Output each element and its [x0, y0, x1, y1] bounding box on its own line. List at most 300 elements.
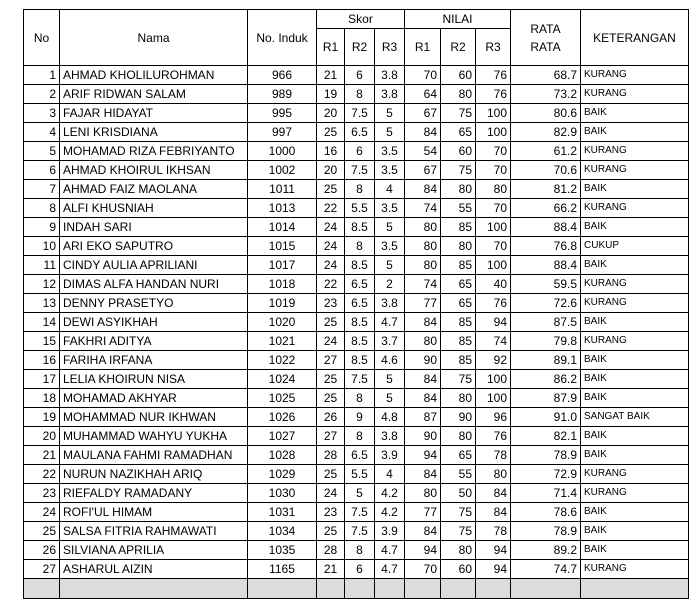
cell-nilai-r2[interactable]: 85: [441, 351, 476, 370]
cell-no-induk[interactable]: 989: [248, 85, 317, 104]
cell-no-induk[interactable]: 1018: [248, 275, 317, 294]
cell-nilai-r1[interactable]: 84: [405, 180, 441, 199]
cell-no[interactable]: 17: [24, 370, 60, 389]
empty-cell[interactable]: [441, 579, 476, 599]
cell-skor-r3[interactable]: 3.8: [375, 66, 405, 85]
cell-nilai-r1[interactable]: 67: [405, 104, 441, 123]
cell-nilai-r1[interactable]: 80: [405, 484, 441, 503]
cell-nilai-r1[interactable]: 77: [405, 294, 441, 313]
cell-nilai-r3[interactable]: 70: [476, 161, 511, 180]
cell-skor-r2[interactable]: 7.5: [345, 522, 375, 541]
cell-nilai-r2[interactable]: 65: [441, 294, 476, 313]
cell-nilai-r2[interactable]: 85: [441, 256, 476, 275]
cell-skor-r1[interactable]: 20: [317, 161, 345, 180]
cell-nilai-r3[interactable]: 76: [476, 427, 511, 446]
cell-skor-r3[interactable]: 4.6: [375, 351, 405, 370]
cell-rata-rata[interactable]: 78.9: [511, 446, 581, 465]
cell-no-induk[interactable]: 1015: [248, 237, 317, 256]
cell-nilai-r1[interactable]: 74: [405, 199, 441, 218]
cell-nilai-r2[interactable]: 80: [441, 389, 476, 408]
cell-nilai-r2[interactable]: 90: [441, 408, 476, 427]
cell-skor-r1[interactable]: 25: [317, 180, 345, 199]
cell-rata-rata[interactable]: 76.8: [511, 237, 581, 256]
cell-nilai-r3[interactable]: 84: [476, 503, 511, 522]
cell-nama[interactable]: LELIA KHOIRUN NISA: [60, 370, 248, 389]
cell-nilai-r1[interactable]: 70: [405, 560, 441, 579]
cell-no[interactable]: 15: [24, 332, 60, 351]
cell-no-induk[interactable]: 1002: [248, 161, 317, 180]
cell-skor-r1[interactable]: 26: [317, 408, 345, 427]
cell-skor-r1[interactable]: 22: [317, 199, 345, 218]
cell-nilai-r1[interactable]: 77: [405, 503, 441, 522]
cell-keterangan[interactable]: KURANG: [581, 161, 689, 180]
cell-skor-r1[interactable]: 24: [317, 218, 345, 237]
cell-keterangan[interactable]: BAIK: [581, 256, 689, 275]
cell-nilai-r2[interactable]: 80: [441, 427, 476, 446]
cell-nilai-r2[interactable]: 80: [441, 180, 476, 199]
cell-no[interactable]: 20: [24, 427, 60, 446]
cell-nilai-r3[interactable]: 100: [476, 256, 511, 275]
cell-no[interactable]: 14: [24, 313, 60, 332]
cell-nama[interactable]: ASHARUL AIZIN: [60, 560, 248, 579]
cell-skor-r1[interactable]: 23: [317, 294, 345, 313]
cell-nilai-r2[interactable]: 55: [441, 465, 476, 484]
cell-nama[interactable]: MOHAMAD AKHYAR: [60, 389, 248, 408]
cell-keterangan[interactable]: BAIK: [581, 522, 689, 541]
cell-nilai-r1[interactable]: 74: [405, 275, 441, 294]
cell-nilai-r1[interactable]: 80: [405, 332, 441, 351]
cell-skor-r2[interactable]: 8.5: [345, 313, 375, 332]
cell-nama[interactable]: MOHAMMAD NUR IKHWAN: [60, 408, 248, 427]
cell-skor-r1[interactable]: 24: [317, 332, 345, 351]
cell-skor-r3[interactable]: 3.9: [375, 446, 405, 465]
cell-no[interactable]: 1: [24, 66, 60, 85]
cell-nilai-r2[interactable]: 80: [441, 541, 476, 560]
cell-no-induk[interactable]: 1165: [248, 560, 317, 579]
cell-nama[interactable]: ROFI'UL HIMAM: [60, 503, 248, 522]
cell-skor-r2[interactable]: 5.5: [345, 465, 375, 484]
cell-rata-rata[interactable]: 74.7: [511, 560, 581, 579]
cell-skor-r3[interactable]: 4.7: [375, 560, 405, 579]
empty-cell[interactable]: [581, 579, 689, 599]
cell-skor-r1[interactable]: 25: [317, 370, 345, 389]
cell-nama[interactable]: AHMAD FAIZ MAOLANA: [60, 180, 248, 199]
cell-no[interactable]: 22: [24, 465, 60, 484]
cell-no-induk[interactable]: 1017: [248, 256, 317, 275]
cell-keterangan[interactable]: BAIK: [581, 370, 689, 389]
cell-nilai-r1[interactable]: 64: [405, 85, 441, 104]
cell-skor-r3[interactable]: 3.5: [375, 142, 405, 161]
cell-nilai-r3[interactable]: 70: [476, 142, 511, 161]
cell-rata-rata[interactable]: 86.2: [511, 370, 581, 389]
empty-cell[interactable]: [60, 579, 248, 599]
cell-skor-r3[interactable]: 3.8: [375, 294, 405, 313]
cell-no-induk[interactable]: 1027: [248, 427, 317, 446]
cell-nilai-r3[interactable]: 78: [476, 446, 511, 465]
cell-skor-r1[interactable]: 25: [317, 522, 345, 541]
cell-keterangan[interactable]: BAIK: [581, 218, 689, 237]
cell-nilai-r3[interactable]: 84: [476, 484, 511, 503]
cell-skor-r1[interactable]: 27: [317, 351, 345, 370]
cell-nilai-r1[interactable]: 84: [405, 465, 441, 484]
cell-no[interactable]: 9: [24, 218, 60, 237]
cell-nilai-r3[interactable]: 100: [476, 123, 511, 142]
cell-no-induk[interactable]: 1029: [248, 465, 317, 484]
cell-rata-rata[interactable]: 82.9: [511, 123, 581, 142]
cell-skor-r1[interactable]: 20: [317, 104, 345, 123]
cell-skor-r3[interactable]: 2: [375, 275, 405, 294]
cell-skor-r2[interactable]: 8: [345, 85, 375, 104]
cell-nama[interactable]: MUHAMMAD WAHYU YUKHA: [60, 427, 248, 446]
cell-no-induk[interactable]: 1022: [248, 351, 317, 370]
cell-skor-r1[interactable]: 28: [317, 541, 345, 560]
cell-nilai-r1[interactable]: 90: [405, 351, 441, 370]
cell-nilai-r3[interactable]: 70: [476, 199, 511, 218]
cell-rata-rata[interactable]: 89.1: [511, 351, 581, 370]
cell-skor-r3[interactable]: 3.5: [375, 161, 405, 180]
cell-skor-r2[interactable]: 6: [345, 142, 375, 161]
cell-skor-r2[interactable]: 6: [345, 66, 375, 85]
cell-no[interactable]: 11: [24, 256, 60, 275]
empty-cell[interactable]: [317, 579, 345, 599]
cell-nama[interactable]: FAJAR HIDAYAT: [60, 104, 248, 123]
cell-nilai-r3[interactable]: 76: [476, 294, 511, 313]
cell-skor-r2[interactable]: 7.5: [345, 503, 375, 522]
cell-nilai-r3[interactable]: 100: [476, 370, 511, 389]
cell-nilai-r3[interactable]: 40: [476, 275, 511, 294]
cell-skor-r3[interactable]: 5: [375, 389, 405, 408]
cell-skor-r2[interactable]: 8.5: [345, 332, 375, 351]
cell-skor-r3[interactable]: 5: [375, 256, 405, 275]
cell-skor-r3[interactable]: 3.8: [375, 85, 405, 104]
cell-skor-r1[interactable]: 23: [317, 503, 345, 522]
cell-no[interactable]: 8: [24, 199, 60, 218]
cell-nama[interactable]: RIEFALDY RAMADANY: [60, 484, 248, 503]
cell-skor-r1[interactable]: 24: [317, 484, 345, 503]
cell-nama[interactable]: ARIF RIDWAN SALAM: [60, 85, 248, 104]
cell-skor-r1[interactable]: 25: [317, 465, 345, 484]
cell-rata-rata[interactable]: 72.6: [511, 294, 581, 313]
cell-rata-rata[interactable]: 91.0: [511, 408, 581, 427]
cell-nilai-r2[interactable]: 50: [441, 484, 476, 503]
cell-skor-r2[interactable]: 7.5: [345, 104, 375, 123]
cell-no-induk[interactable]: 966: [248, 66, 317, 85]
cell-no[interactable]: 5: [24, 142, 60, 161]
cell-nilai-r1[interactable]: 70: [405, 66, 441, 85]
cell-skor-r2[interactable]: 8.5: [345, 218, 375, 237]
cell-nilai-r2[interactable]: 65: [441, 446, 476, 465]
cell-skor-r1[interactable]: 28: [317, 446, 345, 465]
cell-skor-r2[interactable]: 6.5: [345, 275, 375, 294]
cell-keterangan[interactable]: CUKUP: [581, 237, 689, 256]
cell-skor-r1[interactable]: 25: [317, 123, 345, 142]
cell-no-induk[interactable]: 1014: [248, 218, 317, 237]
cell-skor-r3[interactable]: 4.2: [375, 503, 405, 522]
cell-no-induk[interactable]: 1013: [248, 199, 317, 218]
cell-nilai-r2[interactable]: 60: [441, 560, 476, 579]
cell-skor-r2[interactable]: 8: [345, 541, 375, 560]
cell-no[interactable]: 10: [24, 237, 60, 256]
cell-keterangan[interactable]: BAIK: [581, 446, 689, 465]
cell-nilai-r3[interactable]: 76: [476, 66, 511, 85]
cell-no-induk[interactable]: 1019: [248, 294, 317, 313]
cell-no[interactable]: 3: [24, 104, 60, 123]
cell-nilai-r1[interactable]: 90: [405, 427, 441, 446]
cell-nilai-r3[interactable]: 70: [476, 237, 511, 256]
empty-cell[interactable]: [375, 579, 405, 599]
cell-nilai-r2[interactable]: 65: [441, 275, 476, 294]
cell-keterangan[interactable]: KURANG: [581, 85, 689, 104]
cell-skor-r2[interactable]: 7.5: [345, 161, 375, 180]
cell-skor-r3[interactable]: 4.7: [375, 541, 405, 560]
cell-skor-r1[interactable]: 22: [317, 275, 345, 294]
cell-keterangan[interactable]: KURANG: [581, 199, 689, 218]
cell-nilai-r2[interactable]: 75: [441, 161, 476, 180]
cell-nilai-r2[interactable]: 75: [441, 370, 476, 389]
cell-no-induk[interactable]: 1034: [248, 522, 317, 541]
cell-no-induk[interactable]: 1011: [248, 180, 317, 199]
cell-no-induk[interactable]: 1031: [248, 503, 317, 522]
cell-keterangan[interactable]: KURANG: [581, 66, 689, 85]
cell-rata-rata[interactable]: 59.5: [511, 275, 581, 294]
cell-keterangan[interactable]: BAIK: [581, 351, 689, 370]
cell-nilai-r1[interactable]: 80: [405, 218, 441, 237]
cell-keterangan[interactable]: KURANG: [581, 142, 689, 161]
cell-nama[interactable]: ARI EKO SAPUTRO: [60, 237, 248, 256]
cell-skor-r3[interactable]: 4.8: [375, 408, 405, 427]
cell-skor-r3[interactable]: 4.7: [375, 313, 405, 332]
cell-skor-r2[interactable]: 5.5: [345, 199, 375, 218]
cell-rata-rata[interactable]: 88.4: [511, 218, 581, 237]
cell-skor-r1[interactable]: 27: [317, 427, 345, 446]
cell-no[interactable]: 18: [24, 389, 60, 408]
cell-no[interactable]: 13: [24, 294, 60, 313]
cell-keterangan[interactable]: KURANG: [581, 560, 689, 579]
cell-rata-rata[interactable]: 87.9: [511, 389, 581, 408]
cell-keterangan[interactable]: KURANG: [581, 465, 689, 484]
cell-skor-r1[interactable]: 25: [317, 313, 345, 332]
cell-rata-rata[interactable]: 87.5: [511, 313, 581, 332]
cell-keterangan[interactable]: BAIK: [581, 503, 689, 522]
cell-nilai-r2[interactable]: 75: [441, 104, 476, 123]
cell-nama[interactable]: SILVIANA APRILIA: [60, 541, 248, 560]
cell-nama[interactable]: MAULANA FAHMI RAMADHAN: [60, 446, 248, 465]
cell-nilai-r3[interactable]: 94: [476, 313, 511, 332]
cell-skor-r1[interactable]: 21: [317, 66, 345, 85]
cell-rata-rata[interactable]: 70.6: [511, 161, 581, 180]
cell-nama[interactable]: INDAH SARI: [60, 218, 248, 237]
cell-nilai-r1[interactable]: 54: [405, 142, 441, 161]
cell-no-induk[interactable]: 995: [248, 104, 317, 123]
cell-nilai-r1[interactable]: 84: [405, 313, 441, 332]
cell-no[interactable]: 7: [24, 180, 60, 199]
cell-keterangan[interactable]: BAIK: [581, 123, 689, 142]
cell-nilai-r2[interactable]: 75: [441, 503, 476, 522]
cell-no[interactable]: 23: [24, 484, 60, 503]
cell-skor-r3[interactable]: 3.7: [375, 332, 405, 351]
cell-rata-rata[interactable]: 82.1: [511, 427, 581, 446]
cell-rata-rata[interactable]: 68.7: [511, 66, 581, 85]
cell-skor-r2[interactable]: 8.5: [345, 351, 375, 370]
cell-rata-rata[interactable]: 71.4: [511, 484, 581, 503]
cell-no-induk[interactable]: 1024: [248, 370, 317, 389]
cell-nilai-r3[interactable]: 80: [476, 465, 511, 484]
cell-nilai-r1[interactable]: 84: [405, 522, 441, 541]
cell-skor-r3[interactable]: 5: [375, 218, 405, 237]
cell-nilai-r3[interactable]: 92: [476, 351, 511, 370]
cell-nama[interactable]: CINDY AULIA APRILIANI: [60, 256, 248, 275]
cell-keterangan[interactable]: BAIK: [581, 541, 689, 560]
cell-keterangan[interactable]: BAIK: [581, 427, 689, 446]
cell-no[interactable]: 19: [24, 408, 60, 427]
cell-nilai-r2[interactable]: 85: [441, 332, 476, 351]
cell-no[interactable]: 25: [24, 522, 60, 541]
cell-nama[interactable]: AHMAD KHOIRUL IKHSAN: [60, 161, 248, 180]
cell-rata-rata[interactable]: 81.2: [511, 180, 581, 199]
cell-no[interactable]: 21: [24, 446, 60, 465]
cell-keterangan[interactable]: KURANG: [581, 275, 689, 294]
cell-skor-r3[interactable]: 3.8: [375, 427, 405, 446]
cell-nama[interactable]: DIMAS ALFA HANDAN NURI: [60, 275, 248, 294]
cell-no[interactable]: 24: [24, 503, 60, 522]
cell-skor-r1[interactable]: 19: [317, 85, 345, 104]
cell-nilai-r2[interactable]: 65: [441, 123, 476, 142]
cell-nama[interactable]: FARIHA IRFANA: [60, 351, 248, 370]
cell-no-induk[interactable]: 1035: [248, 541, 317, 560]
cell-keterangan[interactable]: BAIK: [581, 389, 689, 408]
cell-skor-r3[interactable]: 4: [375, 180, 405, 199]
cell-nilai-r3[interactable]: 94: [476, 541, 511, 560]
cell-skor-r1[interactable]: 16: [317, 142, 345, 161]
cell-nilai-r1[interactable]: 94: [405, 446, 441, 465]
cell-no-induk[interactable]: 1000: [248, 142, 317, 161]
cell-skor-r3[interactable]: 3.5: [375, 237, 405, 256]
cell-nilai-r1[interactable]: 80: [405, 237, 441, 256]
cell-nilai-r2[interactable]: 85: [441, 218, 476, 237]
cell-nilai-r1[interactable]: 80: [405, 256, 441, 275]
cell-skor-r2[interactable]: 8: [345, 427, 375, 446]
empty-cell[interactable]: [476, 579, 511, 599]
cell-rata-rata[interactable]: 73.2: [511, 85, 581, 104]
cell-keterangan[interactable]: BAIK: [581, 180, 689, 199]
cell-keterangan[interactable]: KURANG: [581, 332, 689, 351]
cell-nilai-r2[interactable]: 85: [441, 313, 476, 332]
cell-skor-r3[interactable]: 4: [375, 465, 405, 484]
cell-rata-rata[interactable]: 66.2: [511, 199, 581, 218]
cell-nilai-r1[interactable]: 84: [405, 370, 441, 389]
cell-nama[interactable]: DENNY PRASETYO: [60, 294, 248, 313]
cell-skor-r3[interactable]: 3.5: [375, 199, 405, 218]
cell-no[interactable]: 4: [24, 123, 60, 142]
cell-nilai-r2[interactable]: 80: [441, 85, 476, 104]
cell-keterangan[interactable]: BAIK: [581, 313, 689, 332]
cell-nilai-r1[interactable]: 94: [405, 541, 441, 560]
cell-nama[interactable]: AHMAD KHOLILUROHMAN: [60, 66, 248, 85]
cell-nilai-r2[interactable]: 60: [441, 66, 476, 85]
cell-no[interactable]: 26: [24, 541, 60, 560]
cell-nilai-r3[interactable]: 74: [476, 332, 511, 351]
cell-nilai-r1[interactable]: 67: [405, 161, 441, 180]
cell-rata-rata[interactable]: 78.6: [511, 503, 581, 522]
cell-no[interactable]: 27: [24, 560, 60, 579]
cell-skor-r1[interactable]: 24: [317, 237, 345, 256]
cell-rata-rata[interactable]: 78.9: [511, 522, 581, 541]
cell-skor-r2[interactable]: 8: [345, 389, 375, 408]
cell-nilai-r2[interactable]: 80: [441, 237, 476, 256]
cell-rata-rata[interactable]: 79.8: [511, 332, 581, 351]
cell-nilai-r3[interactable]: 78: [476, 522, 511, 541]
cell-no[interactable]: 6: [24, 161, 60, 180]
cell-skor-r2[interactable]: 6.5: [345, 294, 375, 313]
cell-nilai-r1[interactable]: 84: [405, 389, 441, 408]
cell-no[interactable]: 12: [24, 275, 60, 294]
cell-skor-r2[interactable]: 8: [345, 180, 375, 199]
cell-keterangan[interactable]: KURANG: [581, 484, 689, 503]
cell-nilai-r2[interactable]: 60: [441, 142, 476, 161]
cell-rata-rata[interactable]: 61.2: [511, 142, 581, 161]
cell-skor-r2[interactable]: 8.5: [345, 256, 375, 275]
cell-nama[interactable]: DEWI ASYIKHAH: [60, 313, 248, 332]
cell-nilai-r2[interactable]: 55: [441, 199, 476, 218]
cell-keterangan[interactable]: SANGAT BAIK: [581, 408, 689, 427]
cell-keterangan[interactable]: BAIK: [581, 104, 689, 123]
cell-nilai-r3[interactable]: 76: [476, 85, 511, 104]
cell-skor-r2[interactable]: 5: [345, 484, 375, 503]
cell-skor-r1[interactable]: 25: [317, 389, 345, 408]
cell-nama[interactable]: FAKHRI ADITYA: [60, 332, 248, 351]
cell-skor-r2[interactable]: 8: [345, 237, 375, 256]
empty-cell[interactable]: [24, 579, 60, 599]
cell-rata-rata[interactable]: 88.4: [511, 256, 581, 275]
cell-no-induk[interactable]: 1020: [248, 313, 317, 332]
empty-cell[interactable]: [511, 579, 581, 599]
cell-keterangan[interactable]: KURANG: [581, 294, 689, 313]
cell-nama[interactable]: NURUN NAZIKHAH ARIQ: [60, 465, 248, 484]
cell-nama[interactable]: SALSA FITRIA RAHMAWATI: [60, 522, 248, 541]
cell-rata-rata[interactable]: 89.2: [511, 541, 581, 560]
cell-no[interactable]: 2: [24, 85, 60, 104]
cell-skor-r3[interactable]: 5: [375, 104, 405, 123]
empty-cell[interactable]: [405, 579, 441, 599]
cell-nama[interactable]: MOHAMAD RIZA FEBRIYANTO: [60, 142, 248, 161]
cell-nilai-r3[interactable]: 100: [476, 218, 511, 237]
cell-nilai-r3[interactable]: 96: [476, 408, 511, 427]
cell-skor-r2[interactable]: 7.5: [345, 370, 375, 389]
cell-skor-r3[interactable]: 5: [375, 370, 405, 389]
cell-nilai-r2[interactable]: 75: [441, 522, 476, 541]
cell-no-induk[interactable]: 997: [248, 123, 317, 142]
cell-skor-r1[interactable]: 21: [317, 560, 345, 579]
cell-no-induk[interactable]: 1025: [248, 389, 317, 408]
cell-skor-r3[interactable]: 3.9: [375, 522, 405, 541]
cell-nilai-r3[interactable]: 100: [476, 389, 511, 408]
cell-nama[interactable]: ALFI KHUSNIAH: [60, 199, 248, 218]
cell-no[interactable]: 16: [24, 351, 60, 370]
cell-rata-rata[interactable]: 80.6: [511, 104, 581, 123]
cell-skor-r2[interactable]: 9: [345, 408, 375, 427]
cell-nilai-r1[interactable]: 84: [405, 123, 441, 142]
empty-cell[interactable]: [345, 579, 375, 599]
cell-skor-r2[interactable]: 6.5: [345, 123, 375, 142]
cell-rata-rata[interactable]: 72.9: [511, 465, 581, 484]
cell-skor-r3[interactable]: 4.2: [375, 484, 405, 503]
cell-nilai-r3[interactable]: 94: [476, 560, 511, 579]
cell-no-induk[interactable]: 1028: [248, 446, 317, 465]
cell-no-induk[interactable]: 1021: [248, 332, 317, 351]
empty-cell[interactable]: [248, 579, 317, 599]
cell-nilai-r1[interactable]: 87: [405, 408, 441, 427]
cell-skor-r1[interactable]: 24: [317, 256, 345, 275]
